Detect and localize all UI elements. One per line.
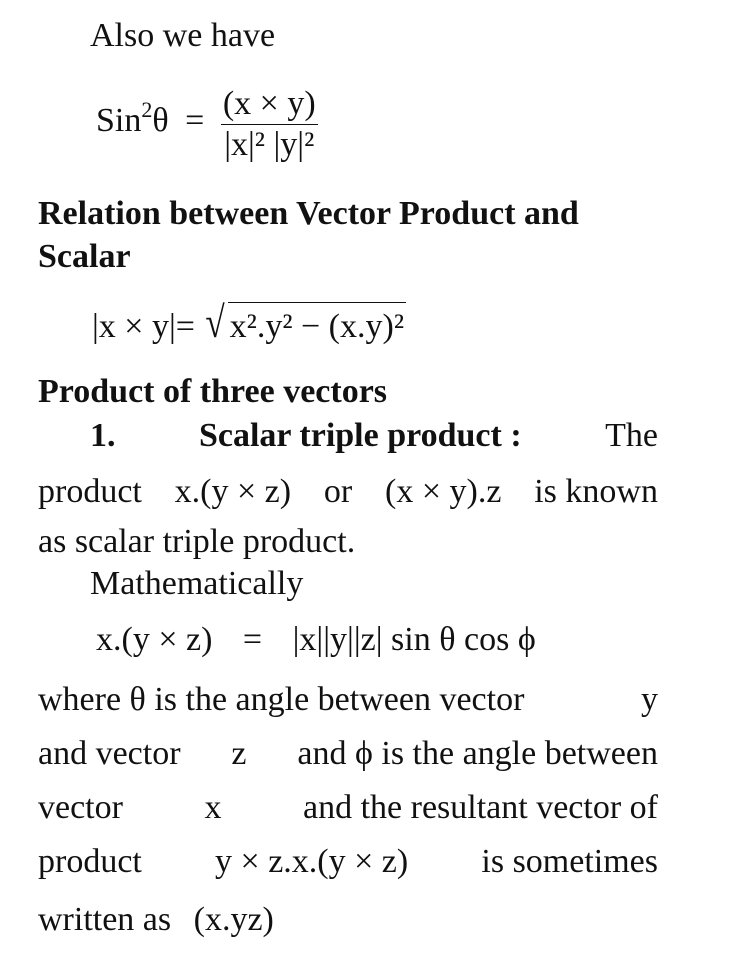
- triple-lhs: x.(y × z): [96, 621, 213, 658]
- para-line-2-end: and ϕ is the angle between: [297, 735, 658, 772]
- para-line-4-start: product: [38, 843, 142, 880]
- fraction-denominator: [219, 125, 320, 165]
- relation-formula: [92, 298, 406, 347]
- para-line-1-text: where θ is the angle between vector: [38, 681, 525, 718]
- para-line-5-start: written as: [38, 901, 172, 938]
- denominator-text: |x|² |y|²: [224, 126, 315, 163]
- item1-expression-2: (x × y).z: [385, 473, 502, 510]
- item1-expression-1: x.(y × z): [174, 473, 292, 510]
- para-line-1: [38, 680, 658, 720]
- para-line-3-start: vector: [38, 789, 123, 826]
- vector-y-symbol: y: [641, 681, 658, 718]
- sin-fraction: [219, 84, 320, 165]
- mathematically-label: Mathematically: [90, 565, 304, 602]
- para-line-3: [38, 788, 658, 828]
- triple-equals: =: [242, 621, 263, 658]
- item1-third-line: as scalar triple product.: [38, 523, 356, 560]
- intro-text: Also we have: [90, 17, 276, 54]
- item1-is-known: is known: [534, 473, 658, 510]
- item1-second-line: [38, 472, 658, 512]
- para-line-2: [38, 734, 658, 774]
- item1-first-line: [90, 416, 658, 456]
- heading-product-three-vectors: Product of three vectors: [38, 373, 388, 410]
- para-line-3-end: and the resultant vector of: [303, 789, 658, 826]
- theta-symbol: θ: [152, 101, 169, 139]
- fraction-numerator: [219, 84, 320, 124]
- heading-relation-line1: Relation between Vector Product and: [38, 195, 579, 232]
- item1-number: 1.: [90, 417, 116, 454]
- item1-or-word: or: [323, 473, 353, 510]
- item1-title: Scalar triple product :: [198, 417, 522, 454]
- vector-x-symbol: x: [204, 789, 222, 826]
- radical-icon: √: [205, 298, 226, 347]
- radicand: x².y² − (x.y)²: [228, 302, 406, 347]
- triple-product-formula: [96, 620, 536, 660]
- sin-squared-formula: [96, 84, 320, 174]
- square-root: [203, 298, 406, 347]
- para-line-4: [38, 842, 658, 882]
- sin-label: Sin: [96, 101, 142, 139]
- para-line-5-expression: (x.yz): [193, 901, 274, 938]
- para-line-2-start: and vector: [38, 735, 181, 772]
- sin-exponent: 2: [141, 96, 153, 122]
- relation-lhs: |x × y|=: [92, 308, 195, 345]
- vector-z-symbol: z: [231, 735, 247, 772]
- equals-sign: =: [185, 101, 205, 139]
- para-line-5: [38, 900, 274, 940]
- heading-relation-line2: Scalar: [38, 238, 131, 275]
- para-line-4-expression: y × z.x.(y × z): [215, 843, 409, 880]
- para-line-4-end: is sometimes: [481, 843, 658, 880]
- numerator-text: (x × y): [222, 85, 316, 122]
- item1-text-start: The: [605, 417, 658, 454]
- item1-product-word: product: [38, 473, 142, 510]
- triple-rhs: |x||y||z| sin θ cos ϕ: [292, 621, 536, 658]
